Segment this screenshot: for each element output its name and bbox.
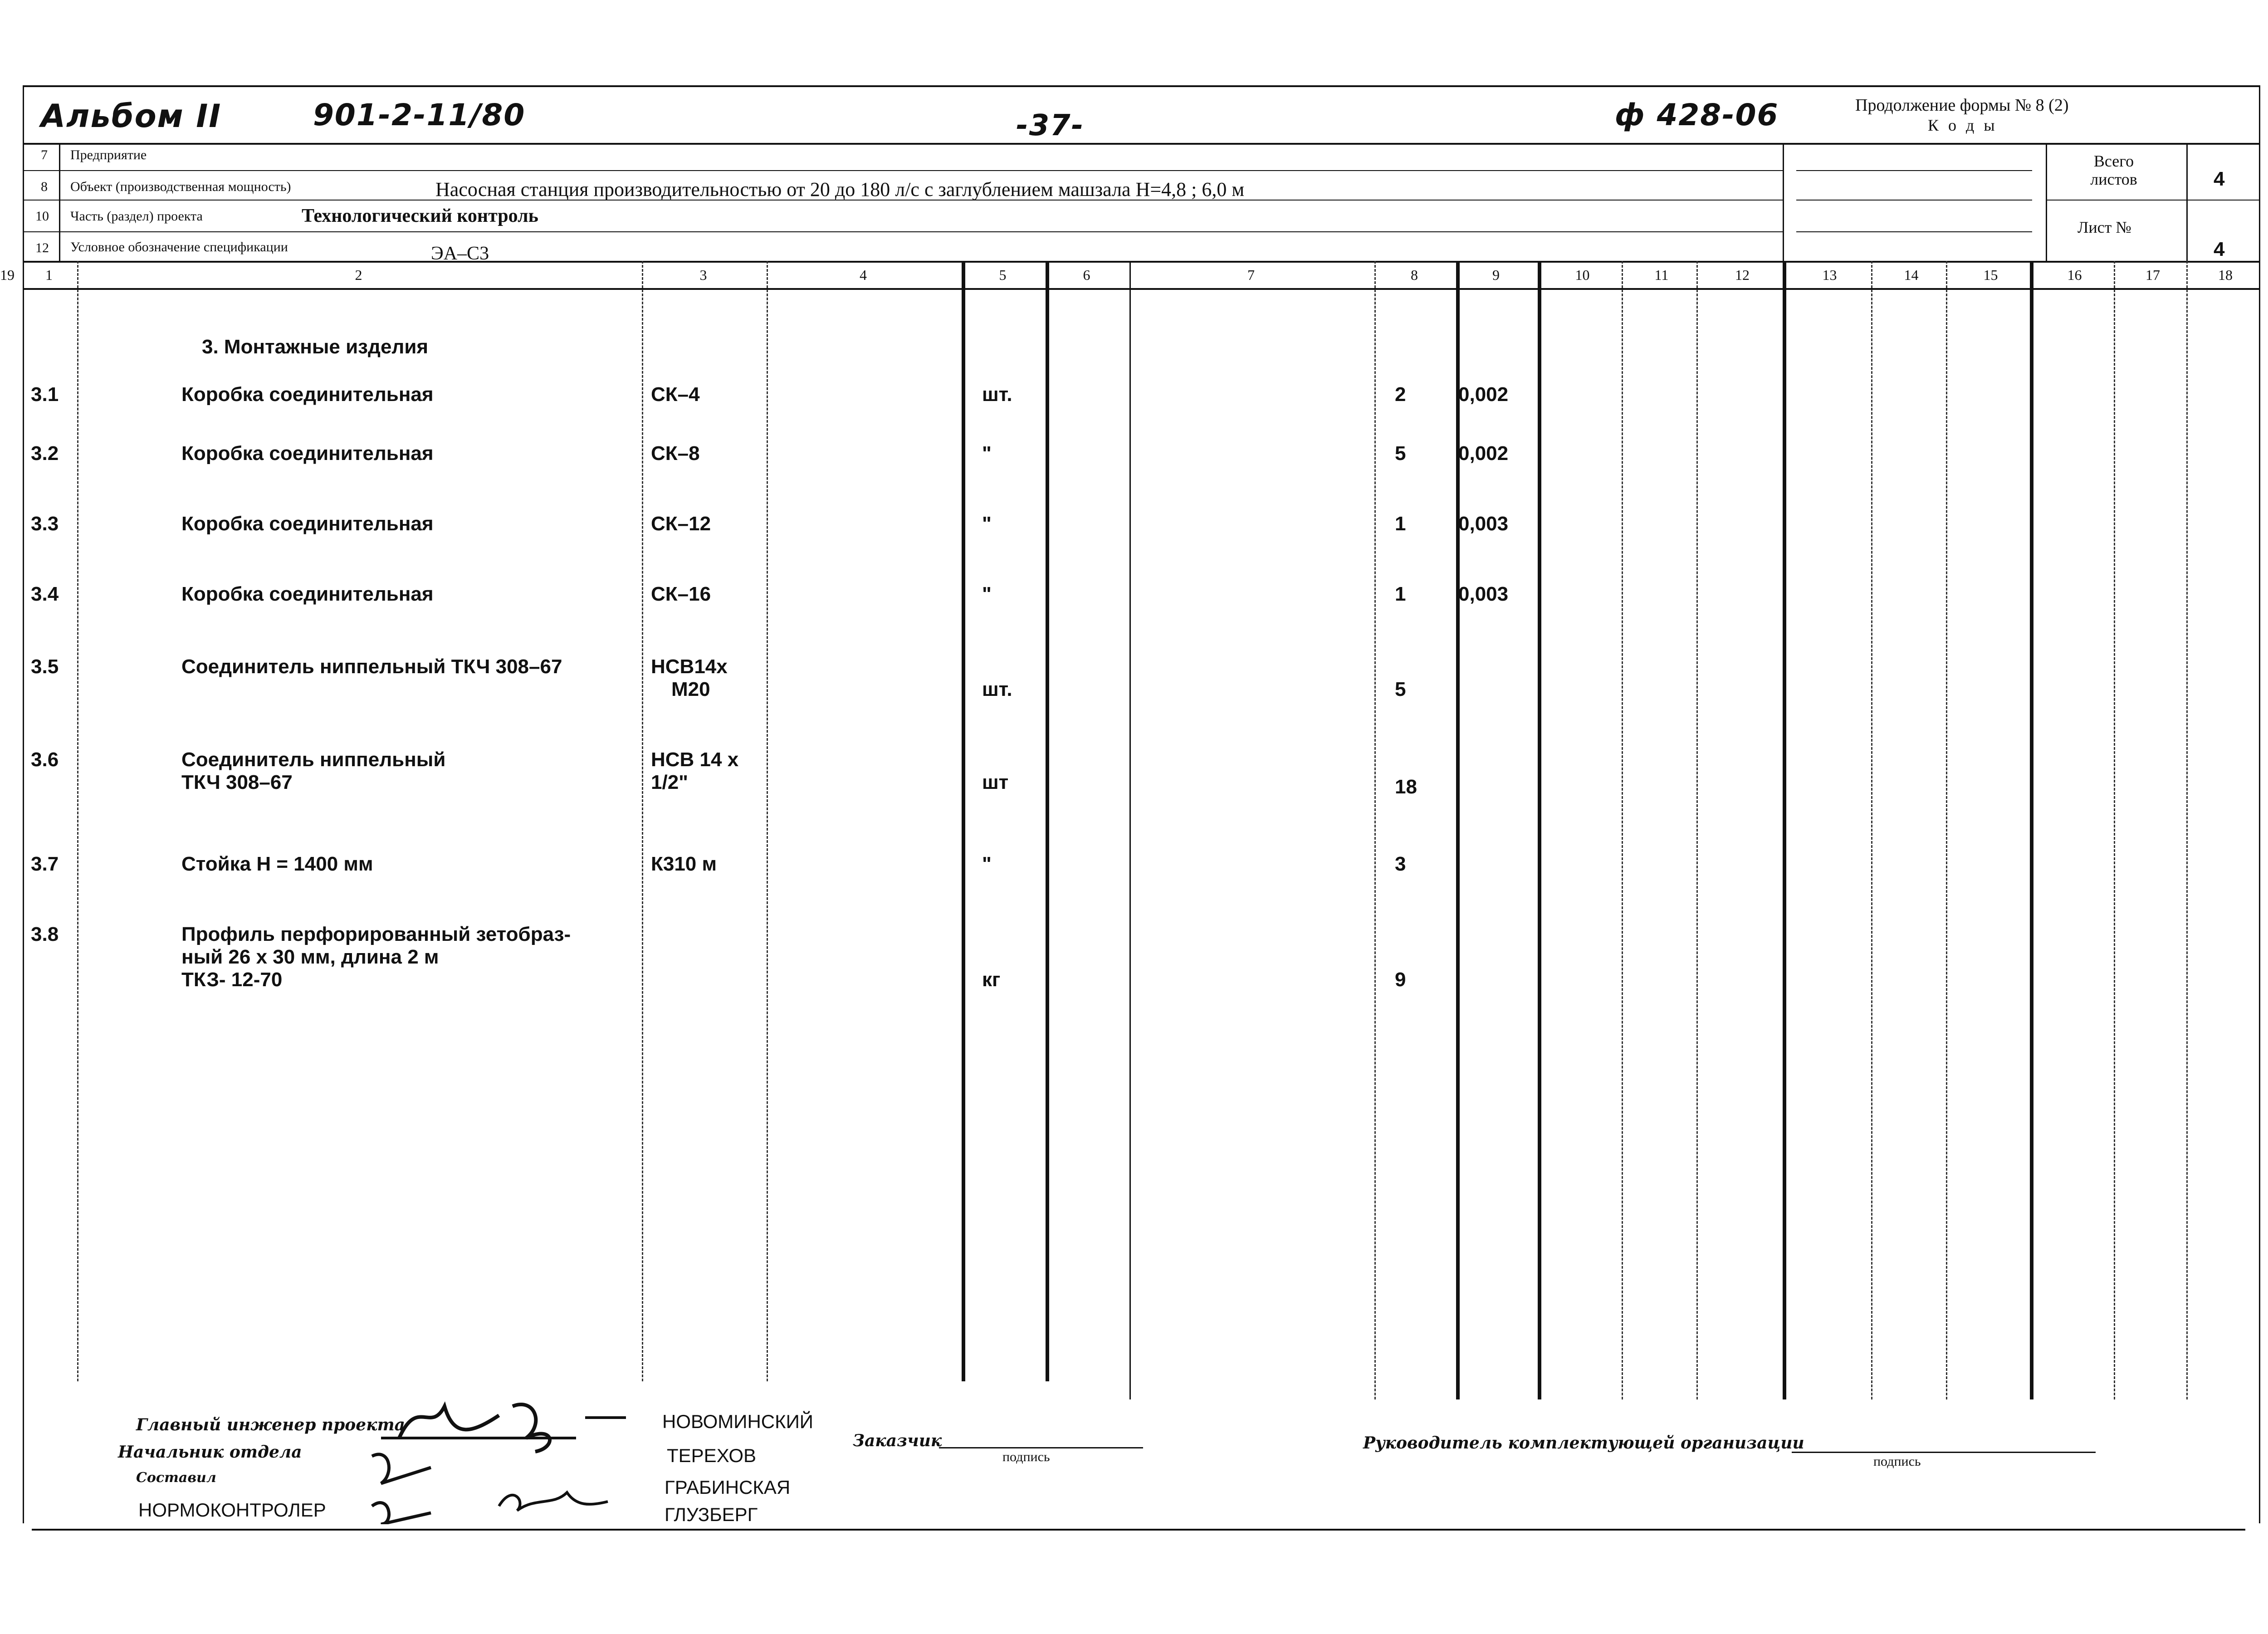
row-type-line: 1/2": [651, 771, 689, 793]
header-row-12-label: Условное обозначение спецификации: [70, 240, 288, 254]
row-number: 3.7: [31, 853, 59, 875]
row-number: 3.3: [31, 513, 59, 535]
frame-left: [23, 85, 24, 1523]
row-name-line: Профиль перфорированный зетобраз-: [181, 923, 571, 945]
row-type-line: К310 м: [651, 853, 717, 875]
sheet-number-value: 4: [2214, 238, 2225, 260]
row-name-line: ТКЧ 308–67: [181, 771, 293, 793]
header-row-7-label: Предприятие: [70, 147, 147, 162]
column-line-15: [2030, 261, 2033, 1399]
form-code: ф 428-06: [1615, 98, 1779, 132]
row-quantity: 9: [1395, 969, 1406, 991]
row-name-line: Коробка соединительная: [181, 442, 434, 465]
form-title: Продолжение формы № 8 (2): [1855, 96, 2069, 115]
row-number: 3.1: [31, 383, 59, 406]
row-name-line: Стойка Н = 1400 мм: [181, 853, 373, 875]
column-line-9: [1538, 261, 1541, 1399]
object-name: Насосная станция производительностью от 20 до 180 л/с с заглублением машзала Н=4,8 ; 6,0 м: [435, 178, 1245, 201]
column-line-14: [1946, 261, 1947, 1399]
row-type-line: СК–12: [651, 513, 711, 535]
column-number-5: 5: [999, 267, 1007, 283]
norm-controller-label: НОРМОКОНТРОЛЕР: [138, 1499, 326, 1521]
signature-marks: [363, 1370, 644, 1524]
row-unit: шт.: [982, 383, 1012, 406]
column-line-17: [2186, 261, 2188, 1399]
header-line-0: [23, 143, 2259, 145]
column-line-2: [642, 261, 643, 1381]
row-mass: 0,003: [1458, 583, 1509, 605]
row-number: 3.4: [31, 583, 59, 605]
manager-signature-caption: подпись: [1873, 1454, 1921, 1469]
frame-right: [2259, 85, 2260, 1523]
column-line-7: [1374, 261, 1376, 1399]
header-line-1: [23, 170, 1783, 171]
row-type-line: СК–8: [651, 442, 700, 465]
row-quantity: 3: [1395, 853, 1406, 875]
column-number-10: 10: [1575, 267, 1590, 283]
name-2: ГРАБИНСКАЯ: [665, 1477, 791, 1498]
codes-inner-2: [1796, 200, 2032, 201]
column-number-13: 13: [1822, 267, 1837, 283]
row-quantity: 1: [1395, 513, 1406, 535]
column-line-3: [767, 261, 768, 1381]
row-unit: шт.: [982, 678, 1012, 700]
column-number-16: 16: [2067, 267, 2082, 283]
header-line-3: [23, 231, 1783, 232]
spec-designation: ЭА–С3: [431, 243, 489, 264]
row-number: 3.6: [31, 749, 59, 771]
column-line-16: [2114, 261, 2115, 1399]
column-number-4: 4: [860, 267, 867, 283]
column-line-10: [1622, 261, 1623, 1399]
colnum-top: [23, 261, 2259, 263]
customer-label: Заказчик: [853, 1431, 942, 1450]
manager-signature-line: [1792, 1452, 2096, 1453]
column-number-9: 9: [1492, 267, 1500, 283]
column-number-14: 14: [1904, 267, 1919, 283]
column-line-6: [1129, 261, 1131, 1399]
row-mass: 0,002: [1458, 442, 1509, 465]
name-0: НОВОМИНСКИЙ: [662, 1411, 813, 1432]
column-number-3: 3: [699, 267, 707, 283]
row-type-line: НСВ 14 х: [651, 749, 739, 771]
codes-box-left: [1783, 143, 1784, 261]
header-row-8-label: Объект (производственная мощность): [70, 179, 291, 194]
row-type-line: НСВ14х: [651, 656, 728, 678]
customer-signature-caption: подпись: [1002, 1449, 1050, 1464]
codes-box-mid: [2046, 143, 2047, 261]
row-number: 3.2: [31, 442, 59, 465]
row-name-line: Коробка соединительная: [181, 383, 434, 406]
codes-inner-1: [1796, 170, 2032, 171]
row-name-line: Соединитель ниппельный ТКЧ 308–67: [181, 656, 562, 678]
total-sheets-value: 4: [2214, 168, 2225, 190]
dept-head-label: Начальник отдела: [118, 1443, 302, 1462]
column-number-7: 7: [1247, 267, 1255, 283]
row-unit: шт: [982, 771, 1009, 793]
codes-box-hline: [2046, 200, 2259, 201]
project-code: 901-2-11/80: [313, 98, 526, 132]
codes-label: К о д ы: [1928, 116, 1998, 134]
total-sheets-label: Всего листов: [2090, 152, 2137, 188]
header-row-8-num: 8: [41, 179, 48, 194]
column-number-2: 2: [355, 267, 362, 283]
column-line-8: [1456, 261, 1460, 1399]
frame-top: [23, 85, 2259, 87]
row-unit: ": [982, 583, 992, 605]
row-mass: 0,003: [1458, 513, 1509, 535]
header-row-7-num: 7: [41, 147, 48, 162]
row-name-line: Коробка соединительная: [181, 513, 434, 535]
row-mass: 0,002: [1458, 383, 1509, 406]
name-3: ГЛУЗБЕРГ: [665, 1504, 758, 1525]
album-label: Альбом II: [41, 98, 222, 135]
row-quantity: 1: [1395, 583, 1406, 605]
header-row-12-num: 12: [35, 240, 49, 255]
row-quantity: 5: [1395, 678, 1406, 700]
column-line-13: [1871, 261, 1872, 1399]
row-number: 3.5: [31, 656, 59, 678]
column-number-11: 11: [1654, 267, 1669, 283]
row-number: 3.8: [31, 923, 59, 945]
row-unit: ": [982, 853, 992, 875]
row-unit: ": [982, 442, 992, 465]
name-1: ТЕРЕХОВ: [667, 1445, 756, 1466]
row-name-line: ный 26 х 30 мм, длина 2 м: [181, 946, 439, 968]
section-title: 3. Монтажные изделия: [202, 336, 429, 358]
row-type-line: СК–4: [651, 383, 700, 406]
column-number-1: 1: [45, 267, 53, 283]
row-unit: кг: [982, 969, 1001, 991]
project-part: Технологический контроль: [302, 205, 538, 226]
row-name-line: ТКЗ- 12-70: [181, 969, 283, 991]
column-line-5: [1046, 261, 1049, 1381]
column-number-6: 6: [1083, 267, 1090, 283]
codes-inner-3: [1796, 231, 2032, 232]
header-row-10-num: 10: [35, 209, 49, 224]
frame-bottom: [32, 1529, 2245, 1531]
compiled-label: Составил: [136, 1470, 216, 1486]
column-line-1: [77, 261, 78, 1381]
row-type-line: СК–16: [651, 583, 711, 605]
column-number-18: 18: [2218, 267, 2233, 283]
row-type-line: М20: [671, 678, 710, 700]
row-unit: ": [982, 513, 992, 535]
sheet-number-label: Лист №: [2077, 218, 2131, 236]
header-row-10-label: Часть (раздел) проекта: [70, 209, 203, 224]
column-number-15: 15: [1983, 267, 1998, 283]
chief-engineer-label: Главный инженер проекта: [136, 1415, 405, 1434]
manager-label: Руководитель комплектующей организации: [1363, 1433, 1804, 1453]
page-number: -37-: [1016, 109, 1085, 142]
column-number-19: 19: [0, 267, 15, 283]
row-quantity: 18: [1395, 776, 1417, 798]
header-num-sep: [59, 143, 60, 261]
column-line-12: [1783, 261, 1786, 1399]
column-number-8: 8: [1411, 267, 1418, 283]
codes-box-right: [2186, 143, 2188, 261]
colnum-bottom: [23, 288, 2259, 290]
customer-signature-line: [939, 1447, 1143, 1448]
column-number-17: 17: [2146, 267, 2160, 283]
column-line-11: [1696, 261, 1698, 1399]
row-name-line: Коробка соединительная: [181, 583, 434, 605]
row-name-line: Соединитель ниппельный: [181, 749, 446, 771]
column-number-12: 12: [1735, 267, 1750, 283]
row-quantity: 2: [1395, 383, 1406, 406]
column-line-4: [962, 261, 965, 1381]
row-quantity: 5: [1395, 442, 1406, 465]
